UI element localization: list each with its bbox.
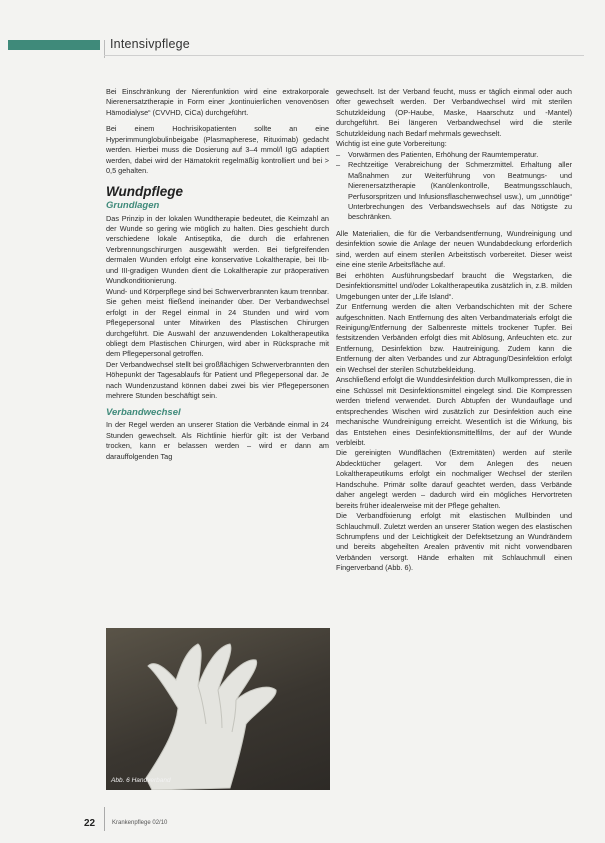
preparation-list (336, 150, 572, 223)
journal-name: Krankenpflege 02/10 (112, 820, 168, 826)
footer-divider (104, 807, 105, 831)
subheading-grundlagen: Grundlagen (106, 200, 160, 212)
paragraph: Wund- und Körperpflege sind bei Schwerverbrannten kaum trennbar. Sie gehen meist fließend ineinander über. Der Verbandwechsel erfolgt in der Regel einmal in 24 Stunden und wird vom Pflegepersonal unter Mitwirken des Plastischen Chirurgen durchgeführt. Die Auswahl der anzuwendenden Lokaltherapeutika obliegt dem Plastischen Chirurgen, wird aber in Rücksprache mit dem Pflegepersonal getroffen. (106, 286, 329, 359)
paragraph: Anschließend erfolgt die Wunddesinfektion durch Mullkompressen, die in eine Schüssel mit Desinfektionsmittel eingelegt sind. Die Kompressen werden triefend verwendet. Durch Abtupfen der Wundauflage und entsprechendes Wischen wird zusätzlich zur Desinfektion auch eine mechanische Wundreinigung erreicht. Wesentlich ist die Wirkung, bis das Entstehen eines Desinfektionsmittelfilms, der auf der Wunde verbleibt. (336, 375, 572, 447)
right-column (336, 87, 572, 574)
subheading-verbandwechsel: Verbandwechsel (106, 406, 181, 418)
figure-caption: Abb. 6 Handverband (111, 777, 171, 784)
paragraph: Bei einem Hochrisikopatienten sollte an eine Hyperimmunglobulinbeigabe (Plasmapherese, Rituximab) gedacht werden. Hierbei muss die Dosierung auf 3–4 mmol/l IgG adaptiert werden, dabei wird der Hämatokrit regelmäßig kontrolliert und bei > 0,5 gehalten. (106, 124, 329, 176)
paragraph: Zur Entfernung werden die alten Verbandschichten mit der Schere aufgeschnitten. Nach Entfernung des alten Verbandmaterials erfolgt die Reinigung/Entfernung der Salbenreste mittels trockener Tupfer. Bei festsitzenden Verbänden erfolgt dies mit Ablösung, Anfeuchten etc. zur Entfernung, Desinfektion bzw. Hautreinigung. Zudem kann die Entfernung der alten Verbandes und zur Abtragung/Desinfektion erfolgt ein Wechsel der sterilen Schutzbekleidung. (336, 302, 572, 374)
paragraph: gewechselt. Ist der Verband feucht, muss er täglich einmal oder auch öfter gewechselt werden. Der Verbandwechsel wird mit sterilen Schutzkleidung (OP-Haube, Maske, Haarschutz und -Mantel) durchgeführt. Bei längeren Verbandwechsel wird die sterile Schutzkleidung nach Bedarf mehrmals gewechselt. (336, 87, 572, 138)
paragraph: Wichtig ist eine gute Vorbereitung: (336, 139, 447, 149)
list-item: – Rechtzeitige Verabreichung der Schmerzmittel. Erhaltung aller Maßnahmen zur Weiterführung von Beatmungs- und Nierenersatztherapie (Kanülenkontrolle, Beatmungsschlauch, Perfusorspritzen und Infusionsflaschenwechsel usw.), um „unnötige“ Unterbrechungen des Verbandswechsels auf das Nötigste zu beschränken. (336, 160, 572, 223)
paragraph: Das Prinzip in der lokalen Wundtherapie bedeutet, die Keimzahl an der Wunde so gering wie möglich zu halten. Dies geschieht durch verschiedene lokale Antiseptika, die durch die erfahrenen Verbrennungschirurgen ausgewählt werden. Bei tiefgreifenden dermalen Wunden erfolgt eine konservative Lokaltherapie, bei IIb- und III-gradigen Wunden dient die Lokaltherapie zur präoperativen Wundkonditionierung. (106, 213, 329, 286)
paragraph: Die gereinigten Wundflächen (Extremitäten) werden auf sterile Abdecktücher gelagert. Vor dem Anlegen des neuen Lokaltherapeutikums erfolgt ein nochmaliger Wechsel der sterilen Handschuhe. Primär sollte darauf geachtet werden, dass Verbände daher angelegt werden – dadurch wird ein mögliches Hervortreten bereits früher idealerweise mit der Pflege gehalten. (336, 448, 572, 510)
left-column (106, 87, 329, 468)
paragraph: Alle Materialien, die für die Verbandsentfernung, Wundreinigung und desinfektion sowie die Anlage der neuen Wundabdeckung erforderlich sind, werden auf einem sterilen Arbeitstisch vorbereitet. Dieser weist eine eine sterile Arbeitsfläche auf. (336, 228, 572, 270)
paragraph: Der Verbandwechsel stellt bei großflächigen Schwerverbrannten den Höhepunkt der Tagesablaufs für Patient und Pflegepersonal dar. Je nach Wundenzustand können dabei zwei bis vier Pflegepersonen mehrere Stunden beschäftigt sein. (106, 359, 329, 401)
paragraph: Bei erhöhten Ausführungsbedarf braucht die Wegstarken, die Desinfektionsmittel und/oder Lokaltherapeutika zusätzlich in, z.B. milden Umgebungen unter der „Life Island“. (336, 270, 572, 301)
header-accent-bar (8, 40, 100, 50)
section-heading-wundpflege: Wundpflege (106, 183, 183, 199)
paragraph: Die Verbandfixierung erfolgt mit elastischen Mullbinden und Schlauchmull. Zuletzt werden an unserer Station wegen des elastischen Schrumpfens und der Leichtigkeit der Defektsetzung an Wundrändern und bereits abgeheilten Arealen präventiv mit nicht vorwendbaren Verbänden versorgt. Hände erhalten mit Schlauchmull einen Fingerverband (Abb. 6). (336, 511, 572, 573)
header-rule (104, 55, 584, 56)
paragraph: Bei Einschränkung der Nierenfunktion wird eine extrakorporale Nierenersatztherapie in Form einer „kontinuierlichen venovenösen Hämodialyse“ (CVVHD, CiCa) durchgeführt. (106, 87, 329, 117)
running-header-title: Intensivpflege (110, 37, 190, 51)
page-number: 22 (84, 818, 96, 829)
hand-bandage-photo (106, 628, 330, 790)
paragraph: In der Regel werden an unserer Station die Verbände einmal in 24 Stunden gewechselt. Als Richtlinie hierfür gilt: ist der Verband trocken, kann er belassen werden – wird er dann am darauffolgenden Tag (106, 420, 329, 461)
hand-illustration (106, 628, 330, 790)
list-item: – Vorwärmen des Patienten, Erhöhung der Raumtemperatur. (336, 150, 572, 160)
